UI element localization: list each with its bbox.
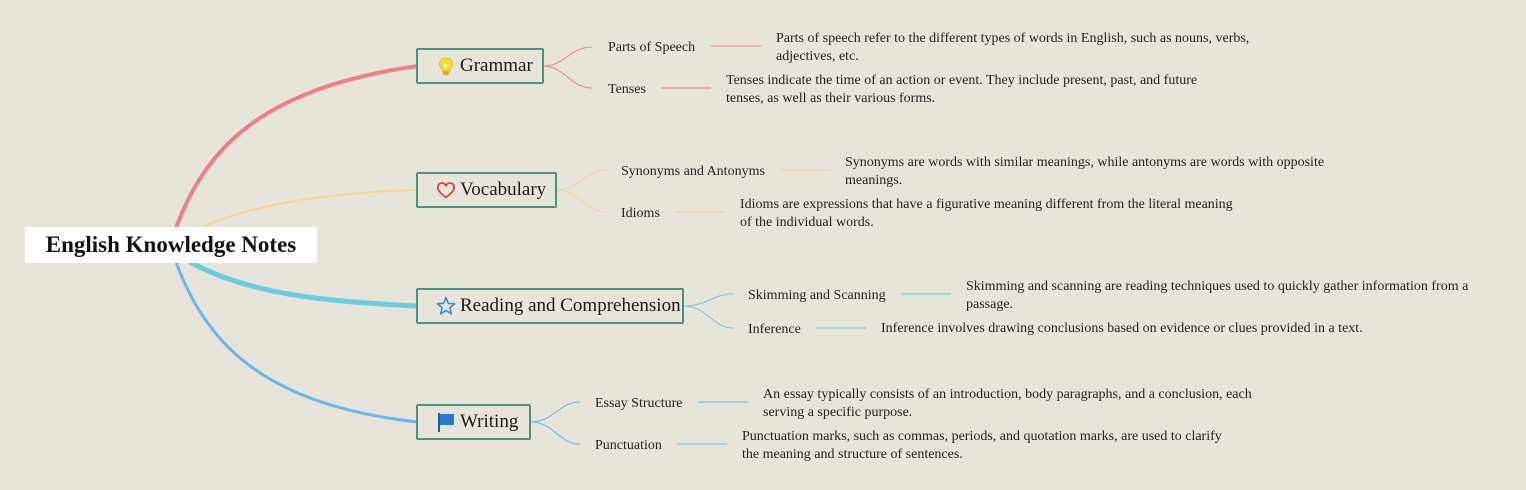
subtopic-inference[interactable]: Inference bbox=[748, 322, 801, 337]
connector-idioms bbox=[556, 190, 606, 212]
branch-grammar bbox=[176, 66, 418, 228]
note-synonyms-and-antonyms: Synonyms are words with similar meanings, while antonyms are words with opposite meanings. bbox=[845, 155, 1325, 188]
subtopic-synonyms-and-antonyms[interactable]: Synonyms and Antonyms bbox=[621, 164, 765, 179]
topic-label: Grammar bbox=[460, 55, 533, 76]
connector-skimming bbox=[683, 294, 733, 306]
note-essay-structure: An essay typically consists of an introduction, body paragraphs, and a conclusion, each serving a specific purpose. bbox=[763, 387, 1252, 420]
topic-label: Vocabulary bbox=[460, 179, 547, 200]
connector-essay-structure bbox=[530, 402, 580, 422]
subtopic-parts-of-speech[interactable]: Parts of Speech bbox=[608, 40, 696, 55]
subtopic-tenses[interactable]: Tenses bbox=[608, 82, 646, 97]
flag-icon bbox=[435, 411, 457, 433]
note-punctuation: Punctuation marks, such as commas, periods, and quotation marks, are used to clarify the meaning and structure of sentences. bbox=[742, 429, 1222, 462]
subtopic-essay-structure[interactable]: Essay Structure bbox=[595, 396, 683, 411]
subtopic-punctuation[interactable]: Punctuation bbox=[595, 438, 662, 453]
connector-punctuation bbox=[530, 422, 580, 444]
note-inference: Inference involves drawing conclusions based on evidence or clues provided in a text. bbox=[881, 321, 1363, 336]
note-parts-of-speech: Parts of speech refer to the different types of words in English, such as nouns, verbs, adjectives, etc. bbox=[776, 31, 1250, 64]
root-title: English Knowledge Notes bbox=[45, 232, 297, 257]
topic-label: Writing bbox=[460, 411, 519, 432]
topic-vocabulary[interactable] bbox=[416, 172, 557, 208]
subtopic-idioms[interactable]: Idioms bbox=[621, 206, 660, 221]
topic-writing[interactable] bbox=[416, 404, 531, 440]
star-icon bbox=[435, 295, 457, 317]
subtopic-skimming-and-scanning[interactable]: Skimming and Scanning bbox=[748, 288, 886, 303]
note-idioms: Idioms are expressions that have a figurative meaning different from the literal meaning of the individual words. bbox=[740, 197, 1233, 230]
note-tenses: Tenses indicate the time of an action or event. They include present, past, and future tenses, as well as their various forms. bbox=[726, 73, 1198, 106]
note-skimming-and-scanning: Skimming and scanning are reading techniques used to quickly gather information from a passage. bbox=[966, 279, 1469, 312]
topic-label: Reading and Comprehension bbox=[460, 295, 681, 316]
connector-tenses bbox=[543, 66, 592, 88]
topic-reading-and-comprehension[interactable] bbox=[416, 288, 684, 324]
connector-inference bbox=[683, 306, 733, 328]
root-node[interactable] bbox=[25, 227, 317, 263]
topic-grammar[interactable] bbox=[416, 48, 544, 84]
heart-icon bbox=[435, 179, 457, 201]
branch-reading bbox=[190, 262, 418, 306]
lightbulb-icon bbox=[435, 55, 457, 77]
branch-writing bbox=[176, 262, 418, 422]
connector-parts-of-speech bbox=[543, 47, 592, 66]
branch-vocabulary bbox=[200, 190, 418, 228]
connector-synonyms bbox=[556, 170, 606, 190]
